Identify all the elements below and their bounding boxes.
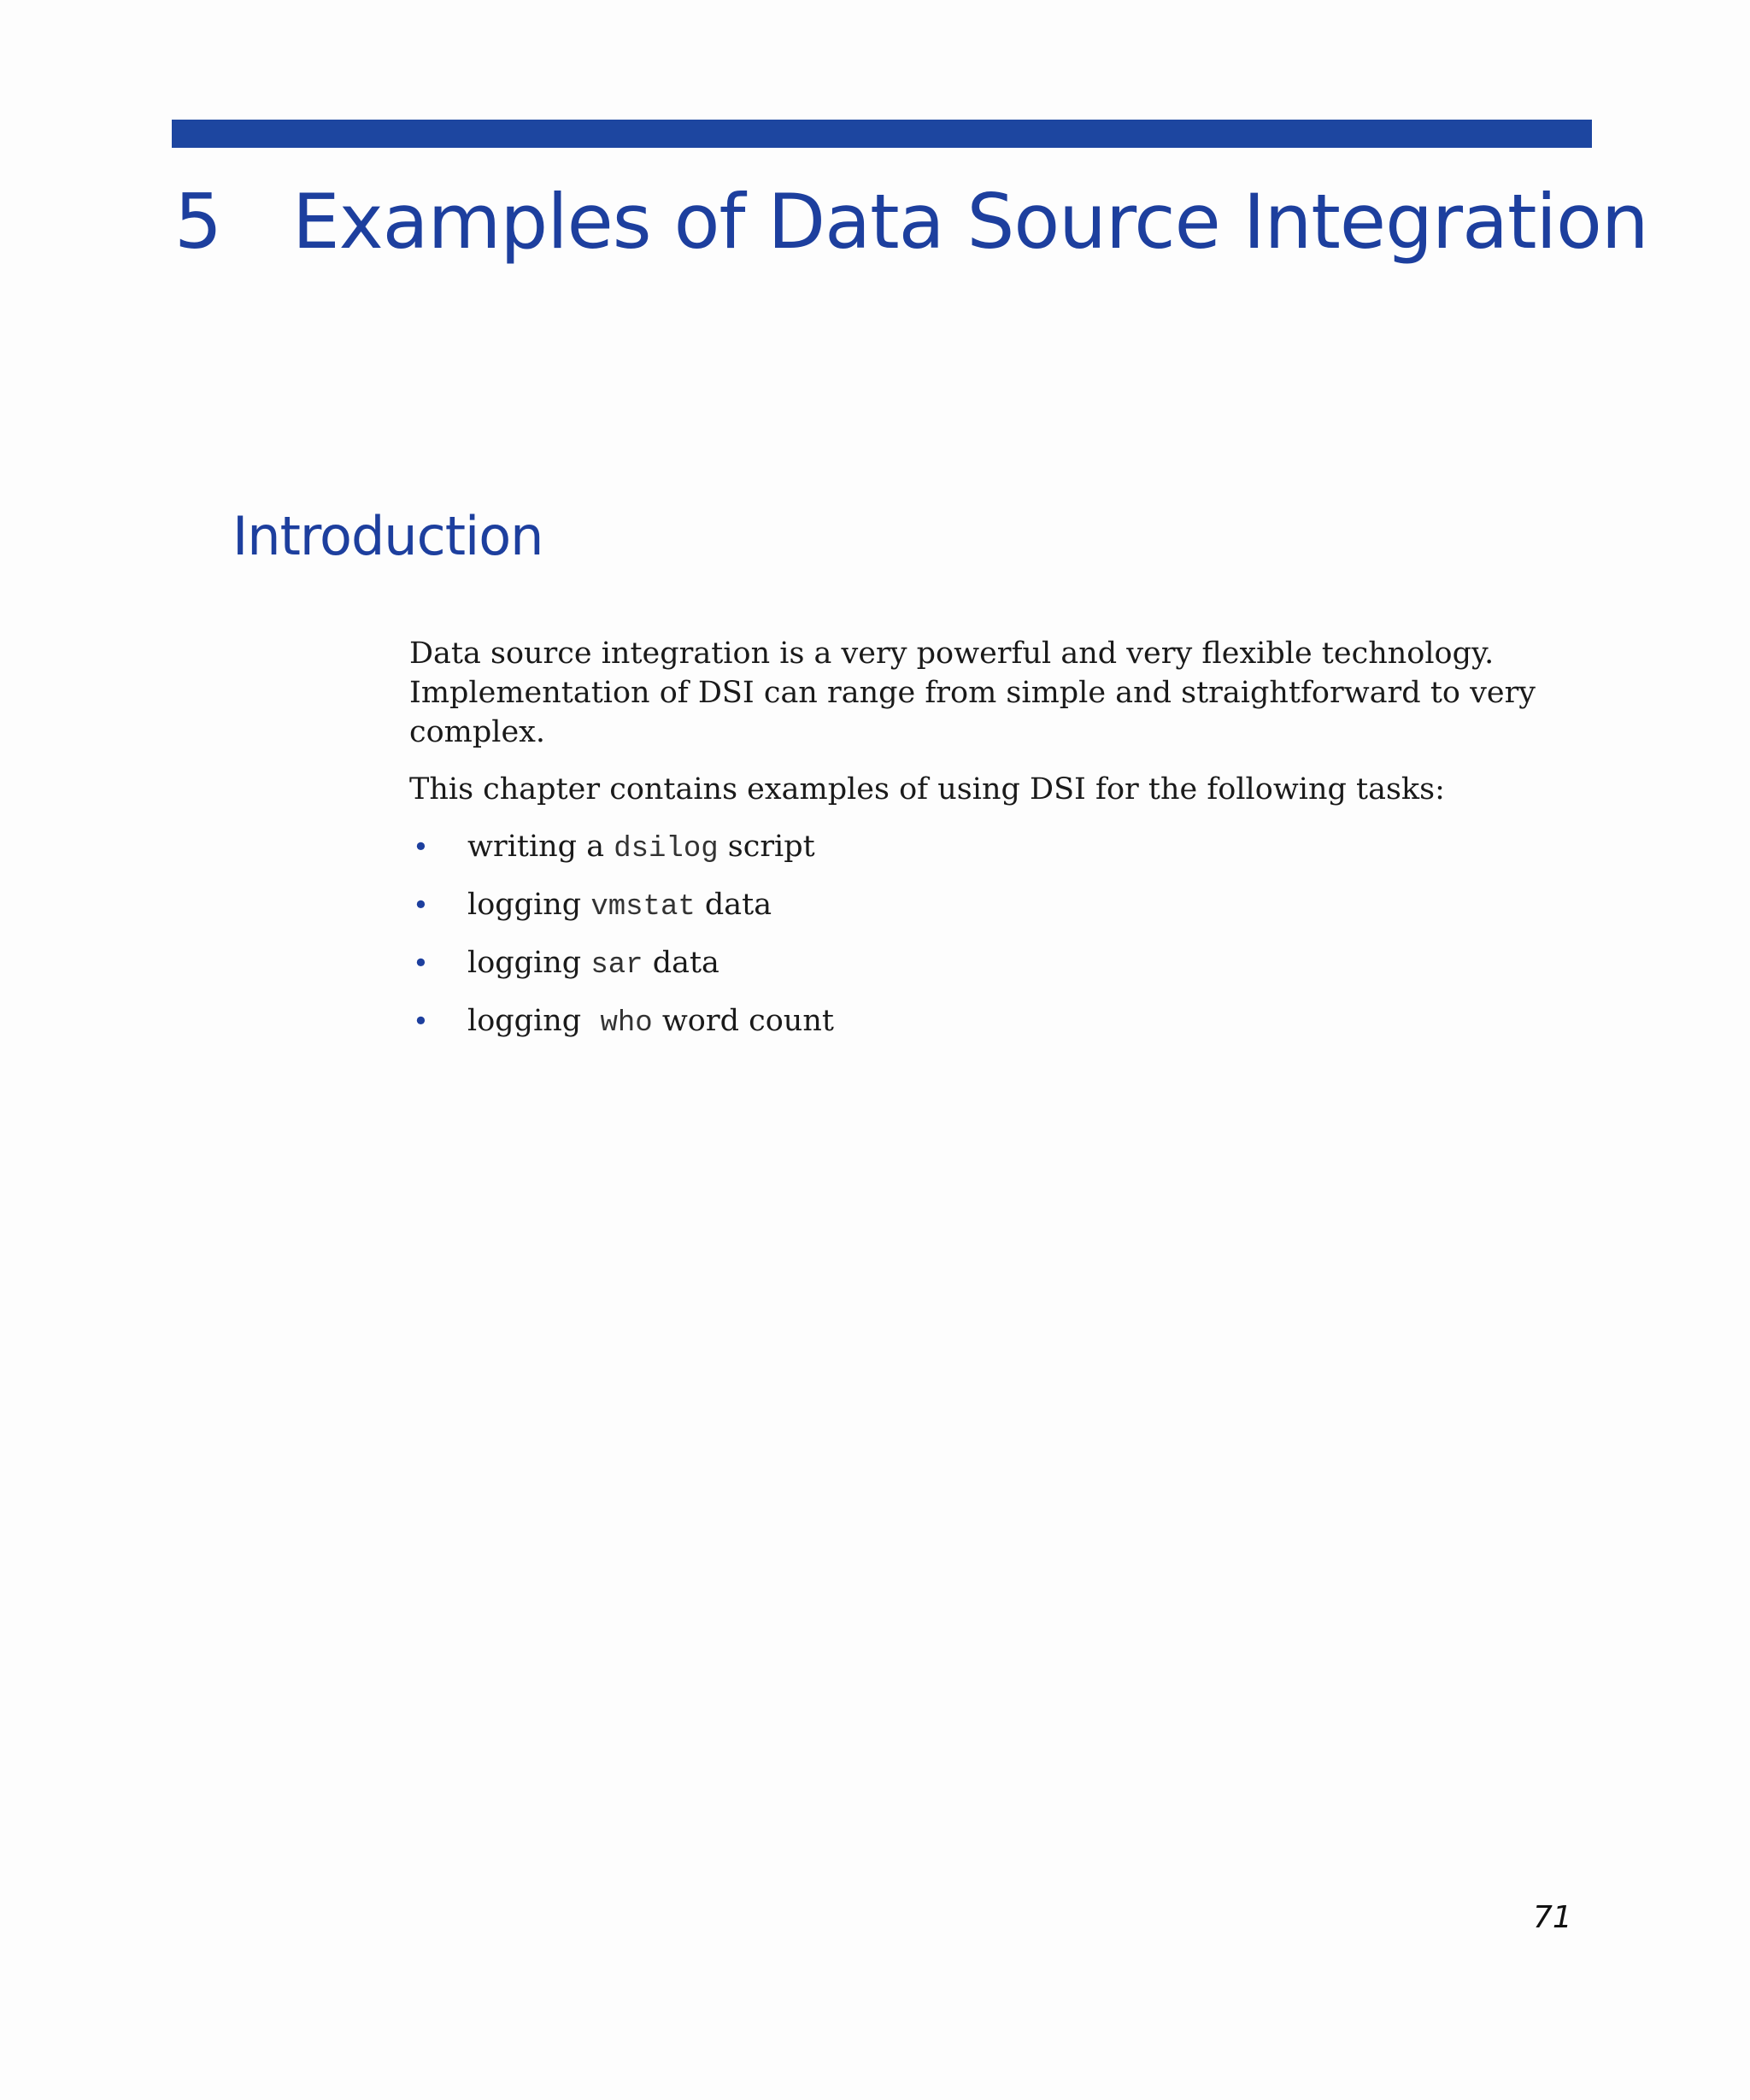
list-item-code: sar (590, 949, 643, 982)
list-item-text-after: script (718, 830, 815, 864)
list-item-text-after: word count (652, 1004, 834, 1038)
list-item (409, 827, 1580, 866)
list-item-text-before: logging (467, 1004, 601, 1038)
bullet-icon: • (413, 947, 429, 979)
bullet-icon: • (413, 1005, 429, 1037)
list-item-code: dsilog (614, 833, 719, 865)
task-list (409, 827, 1580, 1041)
list-item-code: who (600, 1007, 653, 1040)
list-item-text-after: data (643, 946, 719, 980)
list-item (409, 943, 1580, 983)
list-item (409, 1001, 1580, 1041)
chapter-number: 5 (174, 178, 221, 266)
intro-paragraph: Data source integration is a very powerful and very flexible technology. Implementation of DSI can range from simple and straightforward to very complex. (409, 636, 1536, 749)
page-number: 71 (1533, 1900, 1572, 1935)
list-item-text-before: writing a (467, 830, 614, 864)
body-text (409, 634, 1580, 1059)
tasks-intro-paragraph: This chapter contains examples of using DSI for the following tasks: (409, 772, 1445, 807)
chapter-heading (174, 171, 1648, 273)
list-item (409, 885, 1580, 924)
list-item-code: vmstat (590, 891, 696, 924)
list-item-text-before: logging (467, 888, 591, 922)
bullet-icon: • (413, 830, 429, 863)
chapter-top-rule (172, 120, 1592, 148)
chapter-title: Examples of Data Source Integration (292, 178, 1648, 266)
list-item-text-after: data (695, 888, 772, 922)
bullet-icon: • (413, 889, 429, 921)
list-item-text-before: logging (467, 946, 591, 980)
section-heading-introduction: Introduction (232, 505, 543, 567)
